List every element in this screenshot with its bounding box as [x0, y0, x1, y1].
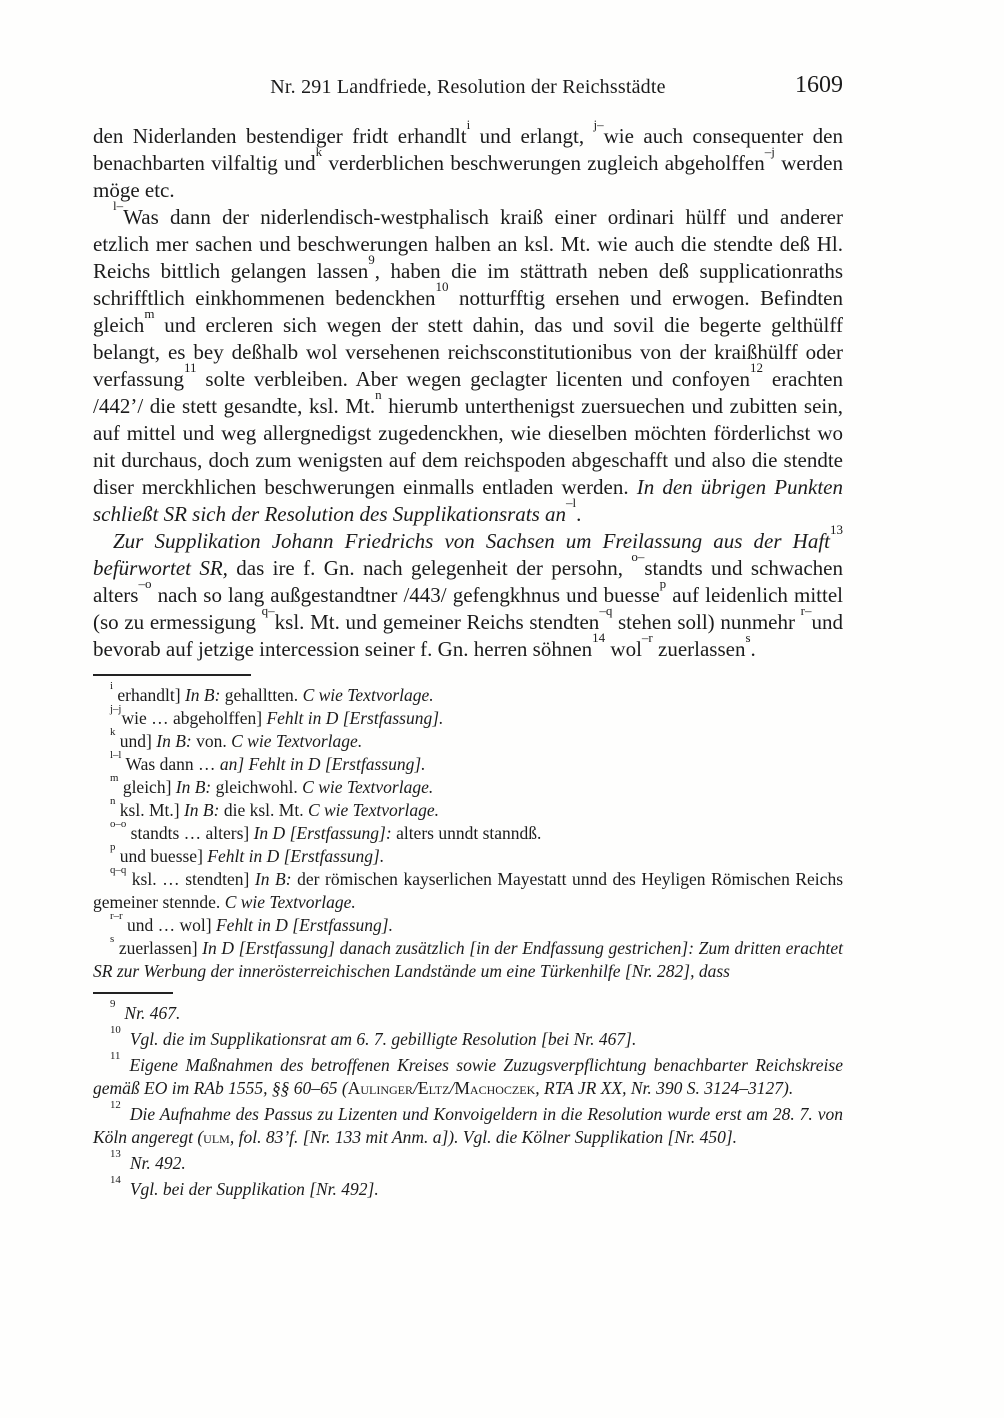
- text-segment: Fehlt in D [Erstfassung].: [215, 915, 393, 935]
- numbered-note-marker: 13: [110, 1148, 121, 1161]
- numbered-note-marker: 12: [110, 1099, 121, 1112]
- text-segment: Nr. 467.: [124, 1003, 181, 1023]
- text-segment: solte verbleiben. Aber wegen geclagter licenten und confoyen: [196, 367, 750, 391]
- numbered-note: [93, 1024, 843, 1051]
- letter-note: [93, 726, 843, 753]
- text-segment: , fol. 83’f. [Nr. 133 mit Anm. a]). Vgl. die Kölner Supplikation [Nr. 450].: [229, 1127, 738, 1147]
- running-title: Nr. 291 Landfriede, Resolution der Reichsstädte: [270, 76, 666, 98]
- text-segment: werden möge etc.: [93, 151, 844, 202]
- text-segment: und ercleren sich wegen der stett dahin, das und sovil die begerte gelthülff belangt, es bey deßhalb wol versehenen reichsconstitutionibus von der kraißhülff oder verfassung: [93, 313, 843, 391]
- letter-note: [93, 703, 843, 730]
- text-segment: standts … alters]: [126, 823, 254, 843]
- note-marker: –r: [641, 630, 653, 646]
- letter-note-marker: k: [110, 726, 116, 739]
- letter-note: [93, 818, 843, 845]
- letter-note-marker: o–o: [110, 818, 127, 831]
- note-marker: 12: [749, 360, 763, 376]
- letter-note: [93, 795, 843, 822]
- text-segment: C wie Textvorlage.: [307, 800, 440, 820]
- note-marker: 11: [183, 360, 197, 376]
- text-segment: C wie Textvorlage.: [231, 731, 363, 751]
- text-segment: In B:: [175, 777, 212, 797]
- text-segment: In D [Erstfassung]:: [253, 823, 392, 843]
- text-segment: Eltz: [417, 1078, 450, 1098]
- note-marker: 13: [829, 522, 843, 538]
- text-segment: standts und schwachen alters: [93, 556, 843, 607]
- text-segment: Eigene Maßnahmen des betroffenen Kreises sowie Zuzugsverpflichtung benachbarter Reichskreise gemäß EO im RAb 1555, §§ 60–65 (: [93, 1055, 843, 1098]
- numbered-note: [93, 1148, 843, 1175]
- note-marker: 14: [592, 630, 606, 646]
- body-paragraph: [93, 522, 843, 663]
- text-segment: und … wol]: [122, 915, 216, 935]
- letter-note-marker: l–l: [110, 749, 122, 762]
- text-segment: befürwortet SR,: [93, 556, 228, 580]
- letter-note: [93, 841, 843, 868]
- letter-note-marker: s: [110, 933, 115, 946]
- text-segment: /: [413, 1078, 418, 1098]
- note-marker: 10: [435, 279, 449, 295]
- page-header: [93, 72, 843, 106]
- text-segment: nach so lang außgestandtner /443/ gefengkhnus und buesse: [151, 583, 660, 607]
- text-segment: das ire f. Gn. nach gelegenheit der persohn,: [227, 556, 632, 580]
- text-segment: der römischen kayserlichen Mayestatt unnd des Heyligen Römischen Reichs gemeiner stennde.: [93, 869, 844, 912]
- text-segment: wie … abgeholffen]: [121, 708, 267, 728]
- text-segment: und buesse]: [115, 846, 208, 866]
- numbered-note-marker: 9: [110, 998, 116, 1011]
- letter-note-marker: p: [110, 841, 116, 854]
- text-segment: stehen soll) nunmehr: [612, 610, 801, 634]
- numbered-note: [93, 1174, 843, 1201]
- note-marker: k: [315, 144, 323, 160]
- text-segment: .: [750, 637, 756, 661]
- letter-note: [93, 772, 843, 799]
- text-segment: , RTA JR XX, Nr. 390 S. 3124–3127).: [535, 1078, 794, 1098]
- note-marker: p: [659, 576, 667, 592]
- text-segment: Was dann …: [121, 754, 220, 774]
- body-paragraph: [93, 117, 844, 204]
- text-segment: den Niderlanden bestendiger fridt erhandlt: [93, 124, 467, 148]
- text-segment: und bevorab auf jetzige intercession seiner f. Gn. herren söhnen: [93, 610, 843, 661]
- letter-note: [93, 749, 843, 776]
- letter-note: [93, 680, 843, 707]
- apparatus-separator-rule: [93, 674, 251, 676]
- note-marker: –o: [138, 576, 152, 592]
- text-segment: In B:: [254, 869, 292, 889]
- text-segment: In D [Erstfassung] danach zusätzlich [in der Endfassung gestrichen]: Zum dritten erachtet SR zur Werbung der innerösterreichischen Landstände um eine Türkenhilfe [Nr. 282], dass: [93, 938, 843, 981]
- text-segment: Die Aufnahme des Passus zu Lizenten und Konvoigeldern in die Resolution wurde erst am 28. 7. von Köln angeregt (: [93, 1104, 843, 1147]
- letter-note-marker: q–q: [110, 864, 127, 877]
- text-segment: wie auch consequenter den benachbarten vilfaltig und: [93, 124, 843, 175]
- text-segment: auf leidenlich mittel (so zu ermessigung: [93, 583, 843, 634]
- numbered-note: [93, 998, 843, 1025]
- numbered-note-marker: 14: [110, 1174, 121, 1187]
- letter-note-marker: m: [110, 772, 119, 785]
- note-marker: j–: [593, 117, 604, 133]
- letter-note: [93, 933, 843, 983]
- text-segment: Fehlt in D [Erstfassung].: [266, 708, 444, 728]
- note-marker: q–: [261, 603, 275, 619]
- text-block: [93, 72, 844, 1204]
- note-marker: –q: [599, 603, 613, 619]
- text-segment: ksl. … stendten]: [126, 869, 255, 889]
- note-marker: s: [745, 630, 751, 646]
- numbered-note-marker: 11: [110, 1050, 121, 1063]
- letter-note: [93, 910, 843, 937]
- text-segment: In B:: [183, 800, 220, 820]
- text-segment: die ksl. Mt.: [219, 800, 308, 820]
- text-segment: an] Fehlt in D [Erstfassung].: [219, 754, 426, 774]
- note-marker: i: [466, 117, 471, 133]
- text-segment: Aulinger: [347, 1078, 413, 1098]
- text-segment: C wie Textvorlage.: [302, 685, 434, 705]
- text-segment: verderblichen beschwerungen zugleich abgeholffen: [322, 151, 765, 175]
- note-marker: o–: [631, 549, 645, 565]
- text-segment: Vgl. bei der Supplikation [Nr. 492].: [129, 1179, 379, 1199]
- letter-note-marker: i: [110, 680, 114, 693]
- numbered-footnotes: [93, 998, 843, 1201]
- text-segment: wol: [605, 637, 642, 661]
- text-segment: und]: [115, 731, 157, 751]
- text-segment: gehalltten.: [220, 685, 303, 705]
- text-segment: Nr. 492.: [129, 1153, 186, 1173]
- text-segment: und erlangt,: [470, 124, 594, 148]
- text-segment: C wie Textvorlage.: [224, 892, 356, 912]
- text-segment: erhandlt]: [113, 685, 185, 705]
- text-segment: Fehlt in D [Erstfassung].: [207, 846, 385, 866]
- text-segment: zuerlassen]: [114, 938, 203, 958]
- text-segment: erachten /442’/ die stett gesandte, ksl. Mt.: [93, 367, 843, 418]
- text-segment: In B:: [156, 731, 192, 751]
- text-segment: Was dann der niderlendisch-westphalisch kraiß einer ordinari hülff und anderer etzlich mer sachen und beschwerungen halben an ksl. Mt. wie auch die stendte deß Hl. Reichs bittlich gelangen lassen: [93, 205, 843, 283]
- numbered-note: [93, 1099, 843, 1149]
- letter-note-marker: j–j: [110, 703, 122, 716]
- body-paragraph: [93, 198, 844, 528]
- page-number: 1609: [795, 72, 843, 98]
- letter-note: [93, 864, 844, 914]
- text-segment: hierumb unterthenigst zuersuechen und zubitten sein, auf mittel und weg allergnedigst zugedenckhen, wie dieselben möchten förderlichst wo nit durchaus, doch zum wenigsten auf dem reichspoden abgeschafft und also die stendte diser merckhlichen beschwerungen einmalls entladen werden.: [93, 394, 844, 499]
- text-segment: notturfftig ersehen und erwogen. Befindten gleich: [93, 286, 843, 337]
- text-segment: /: [449, 1078, 455, 1098]
- letter-note-marker: r–r: [110, 910, 123, 923]
- text-segment: ksl. Mt.]: [115, 800, 184, 820]
- text-segment: Zur Supplikation Johann Friedrichs von Sachsen um Freilassung aus der Haft: [113, 529, 830, 553]
- text-segment: gleichwohl.: [211, 777, 303, 797]
- main-text: [93, 117, 844, 663]
- note-marker: l–: [113, 198, 124, 214]
- note-marker: r–: [800, 603, 812, 619]
- text-segment: ULM: [203, 1127, 230, 1147]
- text-segment: .: [576, 502, 582, 526]
- numbered-note: [93, 1050, 843, 1100]
- note-marker: –l: [566, 495, 577, 511]
- text-segment: zuerlassen: [652, 637, 746, 661]
- note-marker: 9: [368, 252, 375, 268]
- footnote-separator-rule: [93, 992, 173, 994]
- text-segment: Vgl. die im Supplikationsrat am 6. 7. gebilligte Resolution [bei Nr. 467].: [129, 1029, 637, 1049]
- text-segment: Machoczek: [454, 1078, 536, 1098]
- text-segment: ksl. Mt. und gemeiner Reichs stendten: [274, 610, 600, 634]
- text-segment: C wie Textvorlage.: [302, 777, 434, 797]
- text-segment: , haben die im stättrath neben deß supplicationraths schrifftlich einkhommenen bedenckhen: [93, 259, 843, 310]
- numbered-note-marker: 10: [110, 1024, 121, 1037]
- note-marker: m: [144, 306, 155, 322]
- critical-apparatus: [93, 680, 844, 983]
- text-segment: In B:: [184, 685, 221, 705]
- note-marker: n: [375, 387, 382, 403]
- text-segment: In den übrigen Punkten schließt SR sich der Resolution des Supplikationsrats an: [93, 475, 843, 526]
- text-segment: gleich]: [118, 777, 176, 797]
- note-marker: –j: [764, 144, 775, 160]
- text-segment: alters unndt stanndß.: [391, 823, 542, 843]
- letter-note-marker: n: [110, 795, 116, 808]
- text-segment: von.: [191, 731, 232, 751]
